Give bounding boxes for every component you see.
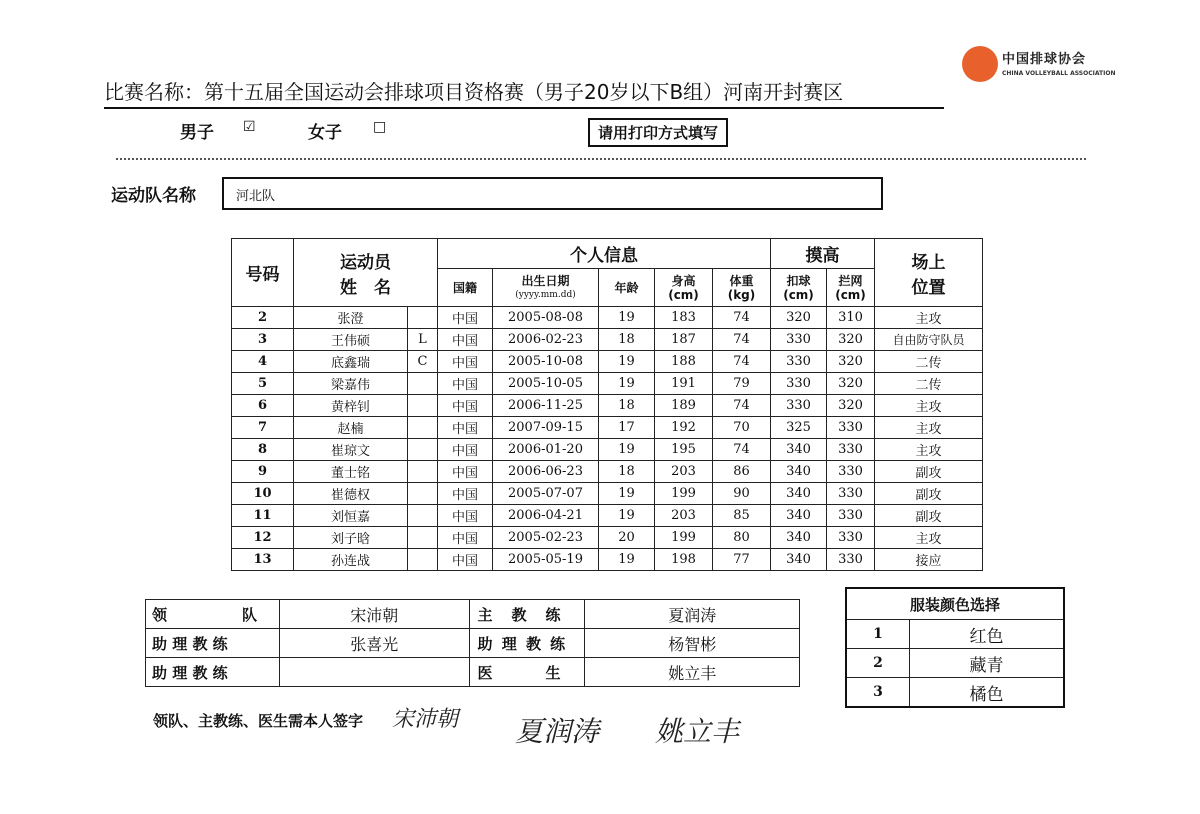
female-label: 女子 — [308, 123, 342, 143]
row-spike-reach: 320 — [771, 307, 827, 329]
row-birth-date: 2005-02-23 — [493, 527, 599, 549]
row-position: 副攻 — [875, 483, 983, 505]
row-age: 19 — [599, 549, 655, 571]
row-number: 8 — [232, 439, 294, 461]
row-number: 11 — [232, 505, 294, 527]
row-height: 203 — [655, 505, 713, 527]
signature-instruction: 领队、主教练、医生需本人签字 — [153, 712, 364, 730]
header-athlete-name — [294, 239, 438, 307]
header-birth-date-label: 出生日期 — [521, 273, 570, 288]
logo-name-en: CHINA VOLLEYBALL ASSOCIATION — [1002, 70, 1116, 77]
row-nationality: 中国 — [438, 483, 493, 505]
header-spike — [771, 269, 827, 307]
row-role-mark — [408, 373, 438, 395]
row-nationality: 中国 — [438, 549, 493, 571]
row-number: 6 — [232, 395, 294, 417]
header-spike-label: 扣球 — [786, 273, 811, 288]
row-role-mark — [408, 483, 438, 505]
row-weight: 85 — [713, 505, 771, 527]
header-number: 号码 — [232, 239, 294, 307]
row-athlete-name: 王伟硕 — [294, 329, 408, 351]
table-row — [232, 549, 983, 571]
row-height: 198 — [655, 549, 713, 571]
row-weight: 80 — [713, 527, 771, 549]
header-block — [827, 269, 875, 307]
header-athlete-line2: 姓 名 — [340, 277, 391, 298]
row-nationality: 中国 — [438, 395, 493, 417]
header-position-line1: 场上 — [911, 252, 946, 273]
row-birth-date: 2005-10-05 — [493, 373, 599, 395]
row-role-mark: C — [408, 351, 438, 373]
row-weight: 74 — [713, 439, 771, 461]
row-athlete-name: 底鑫瑞 — [294, 351, 408, 373]
uniform-option-number: 1 — [846, 620, 910, 649]
assistant-coach-2-label: 助 理 教 练 — [146, 658, 280, 687]
row-age: 19 — [599, 373, 655, 395]
header-block-unit: (cm) — [835, 287, 866, 302]
row-role-mark — [408, 505, 438, 527]
row-block-reach: 330 — [827, 505, 875, 527]
row-spike-reach: 340 — [771, 505, 827, 527]
header-weight-unit: (kg) — [727, 287, 756, 302]
dotted-divider — [116, 158, 1086, 160]
row-position: 主攻 — [875, 395, 983, 417]
uniform-color-table — [845, 587, 1065, 708]
competition-title: 比赛名称：第十五届全国运动会排球项目资格赛（男子20岁以下B组）河南开封赛区 — [104, 76, 944, 109]
table-row — [232, 417, 983, 439]
header-weight — [713, 269, 771, 307]
roster-body — [232, 307, 983, 571]
assistant-coach-1-value[interactable]: 张喜光 — [279, 629, 469, 658]
row-position: 主攻 — [875, 439, 983, 461]
female-checkbox[interactable]: □ — [373, 119, 387, 135]
assistant-coach-2-value[interactable] — [279, 658, 469, 687]
doctor-signature: 姚立丰 — [655, 715, 740, 748]
association-logo — [962, 44, 1116, 88]
row-nationality: 中国 — [438, 373, 493, 395]
header-birth-date — [493, 269, 599, 307]
row-birth-date: 2005-08-08 — [493, 307, 599, 329]
male-label: 男子 — [180, 123, 214, 143]
uniform-option-color[interactable]: 红色 — [910, 620, 1065, 649]
team-name-value: 河北队 — [236, 189, 276, 204]
row-age: 19 — [599, 505, 655, 527]
header-height-label: 身高 — [671, 273, 696, 288]
row-birth-date: 2005-05-19 — [493, 549, 599, 571]
row-block-reach: 320 — [827, 351, 875, 373]
row-athlete-name: 黄梓钊 — [294, 395, 408, 417]
row-nationality: 中国 — [438, 461, 493, 483]
leader-signature: 宋沛朝 — [392, 707, 459, 732]
row-height: 203 — [655, 461, 713, 483]
row-block-reach: 330 — [827, 527, 875, 549]
header-weight-label: 体重 — [729, 273, 754, 288]
row-nationality: 中国 — [438, 505, 493, 527]
row-position: 接应 — [875, 549, 983, 571]
row-position: 主攻 — [875, 527, 983, 549]
row-age: 18 — [599, 395, 655, 417]
row-spike-reach: 340 — [771, 439, 827, 461]
row-spike-reach: 340 — [771, 549, 827, 571]
row-birth-date: 2005-10-08 — [493, 351, 599, 373]
table-row — [232, 395, 983, 417]
row-role-mark — [408, 439, 438, 461]
header-personal-info: 个人信息 — [438, 239, 771, 269]
row-weight: 74 — [713, 395, 771, 417]
head-coach-label: 主 教 练 — [469, 600, 585, 629]
row-role-mark: L — [408, 329, 438, 351]
header-athlete-line1: 运动员 — [340, 252, 391, 273]
row-weight: 86 — [713, 461, 771, 483]
table-row — [232, 483, 983, 505]
row-height: 199 — [655, 483, 713, 505]
row-block-reach: 310 — [827, 307, 875, 329]
row-age: 17 — [599, 417, 655, 439]
uniform-option-color[interactable]: 橘色 — [910, 678, 1065, 708]
staff-table — [145, 599, 800, 687]
team-name-label: 运动队名称 — [111, 186, 196, 206]
row-birth-date: 2005-07-07 — [493, 483, 599, 505]
header-position — [875, 239, 983, 307]
row-role-mark — [408, 307, 438, 329]
volleyball-logo-icon — [962, 46, 998, 82]
row-position: 二传 — [875, 373, 983, 395]
row-role-mark — [408, 461, 438, 483]
row-spike-reach: 330 — [771, 329, 827, 351]
row-number: 4 — [232, 351, 294, 373]
row-athlete-name: 崔德权 — [294, 483, 408, 505]
table-row — [232, 351, 983, 373]
head-coach-signature: 夏润涛 — [515, 715, 600, 748]
row-role-mark — [408, 395, 438, 417]
row-number: 7 — [232, 417, 294, 439]
row-height: 188 — [655, 351, 713, 373]
male-checkbox-checked[interactable]: ☑ — [243, 119, 256, 135]
row-position: 主攻 — [875, 417, 983, 439]
header-position-line2: 位置 — [911, 277, 946, 298]
row-athlete-name: 孙连战 — [294, 549, 408, 571]
uniform-option-color[interactable]: 藏青 — [910, 649, 1065, 678]
row-spike-reach: 325 — [771, 417, 827, 439]
doctor-value[interactable]: 姚立丰 — [585, 658, 800, 687]
row-nationality: 中国 — [438, 417, 493, 439]
row-number: 9 — [232, 461, 294, 483]
row-age: 19 — [599, 483, 655, 505]
row-position: 副攻 — [875, 505, 983, 527]
row-block-reach: 320 — [827, 373, 875, 395]
row-age: 18 — [599, 461, 655, 483]
row-height: 191 — [655, 373, 713, 395]
assistant-coach-1-label: 助 理 教 练 — [146, 629, 280, 658]
row-block-reach: 330 — [827, 461, 875, 483]
row-age: 19 — [599, 351, 655, 373]
table-row — [232, 461, 983, 483]
row-block-reach: 330 — [827, 549, 875, 571]
row-birth-date: 2006-11-25 — [493, 395, 599, 417]
row-block-reach: 320 — [827, 395, 875, 417]
row-number: 2 — [232, 307, 294, 329]
row-weight: 90 — [713, 483, 771, 505]
row-block-reach: 330 — [827, 439, 875, 461]
row-number: 10 — [232, 483, 294, 505]
header-age: 年龄 — [599, 269, 655, 307]
row-role-mark — [408, 549, 438, 571]
row-height: 189 — [655, 395, 713, 417]
row-weight: 79 — [713, 373, 771, 395]
row-weight: 77 — [713, 549, 771, 571]
row-weight: 74 — [713, 351, 771, 373]
header-height — [655, 269, 713, 307]
row-athlete-name: 刘子晗 — [294, 527, 408, 549]
doctor-label: 医 生 — [469, 658, 585, 687]
team-name-field[interactable] — [222, 177, 883, 210]
row-block-reach: 330 — [827, 417, 875, 439]
table-row — [232, 307, 983, 329]
row-position: 二传 — [875, 351, 983, 373]
row-position: 副攻 — [875, 461, 983, 483]
row-weight: 74 — [713, 307, 771, 329]
row-birth-date: 2006-06-23 — [493, 461, 599, 483]
row-spike-reach: 330 — [771, 395, 827, 417]
assistant-coach-3-label: 助 理 教 练 — [469, 629, 585, 658]
row-role-mark — [408, 417, 438, 439]
row-athlete-name: 董士铭 — [294, 461, 408, 483]
row-nationality: 中国 — [438, 307, 493, 329]
row-spike-reach: 340 — [771, 527, 827, 549]
row-age: 20 — [599, 527, 655, 549]
uniform-color-title: 服装颜色选择 — [846, 588, 1064, 620]
table-row — [232, 439, 983, 461]
row-birth-date: 2006-02-23 — [493, 329, 599, 351]
row-spike-reach: 330 — [771, 373, 827, 395]
row-birth-date: 2007-09-15 — [493, 417, 599, 439]
row-position: 主攻 — [875, 307, 983, 329]
head-coach-value[interactable]: 夏润涛 — [585, 600, 800, 629]
row-athlete-name: 张澄 — [294, 307, 408, 329]
row-birth-date: 2006-01-20 — [493, 439, 599, 461]
assistant-coach-3-value[interactable]: 杨智彬 — [585, 629, 800, 658]
row-role-mark — [408, 527, 438, 549]
header-birth-date-format: (yyyy.mm.dd) — [515, 289, 576, 300]
leader-label: 领 队 — [146, 600, 280, 629]
row-number: 5 — [232, 373, 294, 395]
row-block-reach: 330 — [827, 483, 875, 505]
row-athlete-name: 梁嘉伟 — [294, 373, 408, 395]
row-nationality: 中国 — [438, 439, 493, 461]
row-number: 3 — [232, 329, 294, 351]
row-athlete-name: 赵楠 — [294, 417, 408, 439]
row-number: 12 — [232, 527, 294, 549]
logo-name-cn: 中国排球协会 — [1002, 52, 1087, 67]
header-spike-unit: (cm) — [783, 287, 814, 302]
header-reach: 摸高 — [771, 239, 875, 269]
row-age: 19 — [599, 307, 655, 329]
row-nationality: 中国 — [438, 351, 493, 373]
uniform-option-number: 2 — [846, 649, 910, 678]
header-height-unit: (cm) — [668, 287, 699, 302]
row-position: 自由防守队员 — [875, 329, 983, 351]
row-nationality: 中国 — [438, 329, 493, 351]
row-age: 19 — [599, 439, 655, 461]
table-row — [232, 505, 983, 527]
row-height: 195 — [655, 439, 713, 461]
leader-value[interactable]: 宋沛朝 — [279, 600, 469, 629]
row-height: 183 — [655, 307, 713, 329]
table-row — [232, 527, 983, 549]
row-age: 18 — [599, 329, 655, 351]
table-row — [232, 329, 983, 351]
print-instruction-box: 请用打印方式填写 — [588, 118, 728, 147]
row-block-reach: 320 — [827, 329, 875, 351]
roster-table — [231, 238, 983, 571]
header-nationality: 国籍 — [438, 269, 493, 307]
table-row — [232, 373, 983, 395]
uniform-option-number: 3 — [846, 678, 910, 708]
row-birth-date: 2006-04-21 — [493, 505, 599, 527]
row-height: 199 — [655, 527, 713, 549]
row-height: 192 — [655, 417, 713, 439]
row-weight: 70 — [713, 417, 771, 439]
row-nationality: 中国 — [438, 527, 493, 549]
row-weight: 74 — [713, 329, 771, 351]
header-block-label: 拦网 — [838, 273, 863, 288]
row-spike-reach: 330 — [771, 351, 827, 373]
row-spike-reach: 340 — [771, 461, 827, 483]
row-spike-reach: 340 — [771, 483, 827, 505]
row-number: 13 — [232, 549, 294, 571]
row-athlete-name: 刘恒嘉 — [294, 505, 408, 527]
row-height: 187 — [655, 329, 713, 351]
row-athlete-name: 崔琼文 — [294, 439, 408, 461]
